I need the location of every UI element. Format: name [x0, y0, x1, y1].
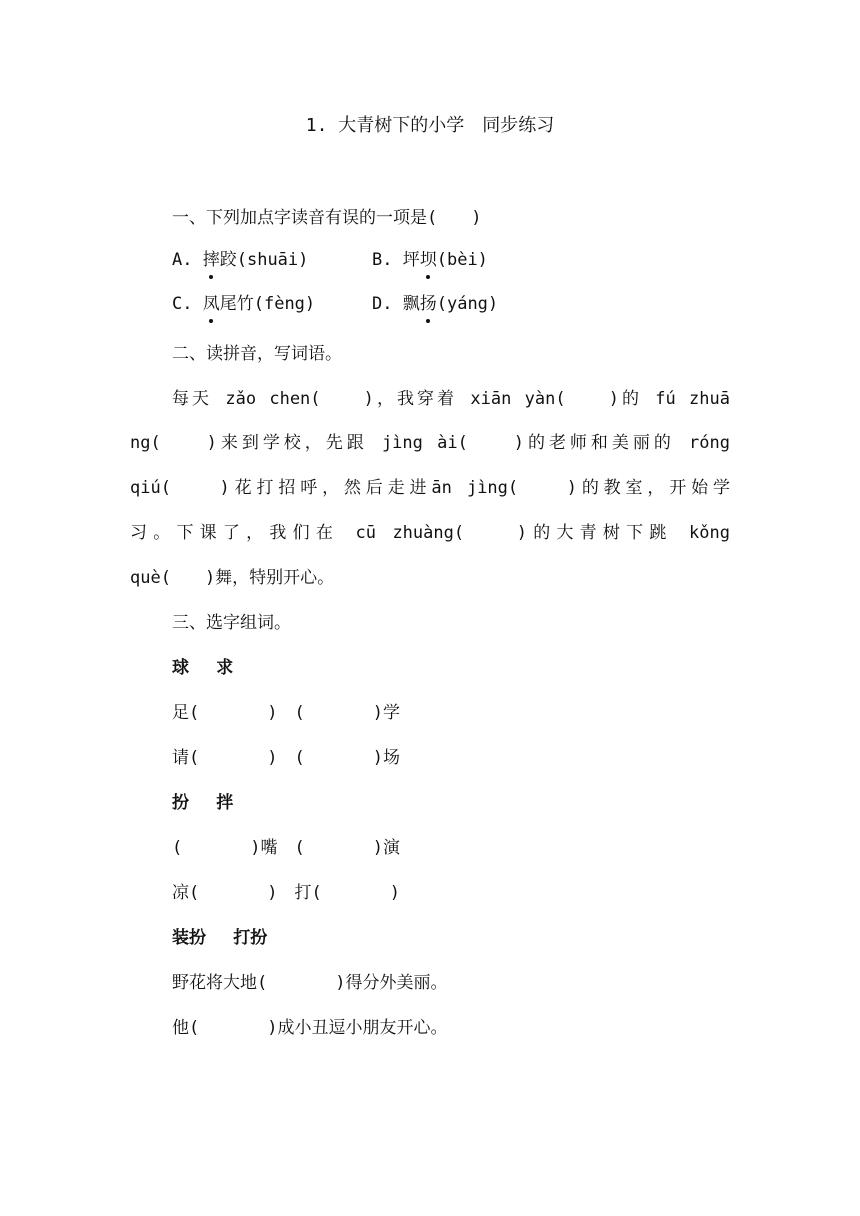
- pinyin-line-2: ng( )来到学校，先跟 jìng ài( )的老师和美丽的 róng: [130, 433, 730, 453]
- group-3-line-2: 他( )成小丑逗小朋友开心。: [172, 1018, 448, 1038]
- option-a-dotted-char: 摔: [202, 250, 220, 270]
- option-a-label: A.: [172, 250, 193, 270]
- question-3-heading: 三、选字组词。: [172, 613, 291, 633]
- option-d-text: (yáng): [436, 294, 499, 314]
- group-3-chars: 装扮 打扮: [172, 928, 268, 948]
- option-c-dotted-char: 凤: [202, 294, 220, 314]
- option-d-pre: 飘: [402, 294, 420, 314]
- group-2-chars: 扮 拌: [172, 793, 234, 813]
- option-a: [172, 248, 308, 272]
- group-2-line-1: ( )嘴 ( )演: [172, 838, 400, 858]
- option-d: [372, 292, 498, 316]
- group-1-line-1: 足( ) ( )学: [172, 703, 400, 723]
- group-1-line-2: 请( ) ( )场: [172, 748, 400, 768]
- question-1-heading: 一、下列加点字读音有误的一项是( ): [172, 208, 482, 228]
- option-b-text: (bèi): [436, 250, 488, 270]
- pinyin-line-4: 习。下课了，我们在 cū zhuàng( )的大青树下跳 kǒng: [130, 523, 730, 543]
- option-c-text: 尾竹(fèng): [219, 294, 316, 314]
- pinyin-line-5: què( )舞，特别开心。: [130, 568, 335, 588]
- option-c: [172, 292, 315, 316]
- option-d-label: D.: [372, 294, 393, 314]
- pinyin-line-3: qiú( )花打招呼，然后走进ān jìng( )的教室，开始学: [130, 478, 730, 498]
- option-d-dotted-char: 扬: [419, 294, 437, 314]
- page-title: 1. 大青树下的小学 同步练习: [305, 115, 555, 136]
- option-b: [372, 248, 488, 272]
- question-2-heading: 二、读拼音，写词语。: [172, 344, 342, 364]
- group-1-chars: 球 求: [172, 658, 234, 678]
- option-b-label: B.: [372, 250, 393, 270]
- group-3-line-1: 野花将大地( )得分外美丽。: [172, 973, 448, 993]
- option-b-dotted-char: 坝: [419, 250, 437, 270]
- option-b-pre: 坪: [402, 250, 420, 270]
- option-c-label: C.: [172, 294, 193, 314]
- group-2-line-2: 凉( ) 打( ): [172, 883, 400, 903]
- pinyin-line-1: 每天 zǎo chen( )，我穿着 xiān yàn( )的 fú zhuā: [172, 389, 730, 409]
- option-a-text: 跤(shuāi): [219, 250, 309, 270]
